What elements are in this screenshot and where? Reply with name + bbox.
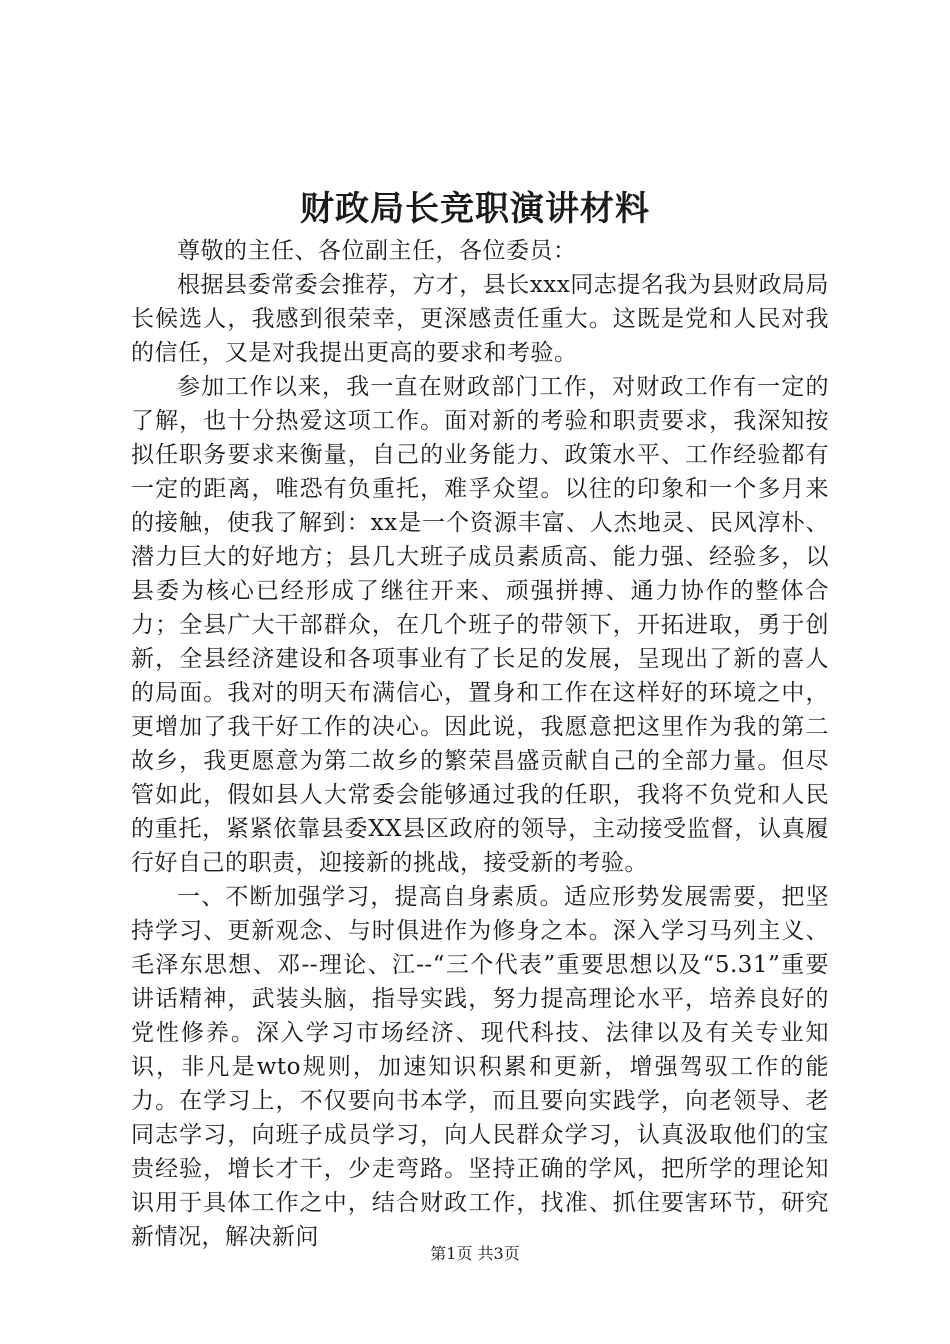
body-paragraph-2: 参加工作以来，我一直在财政部门工作，对财政工作有一定的了解，也十分热爱这项工作。面对新的考验和职责要求，我深知按拟任职务要求来衡量，自己的业务能力、政策水平、工作经验都有一定的距离，唯恐有负重托，难孚众望。以往的印象和一个多月来的接触，使我了解到：xx是一个资源丰富、人杰地灵、民风淳朴、潜力巨大的好地方；县几大班子成员素质高、能力强、经验多，以县委为核心已经形成了继往开来、顽强拼搏、通力协作的整体合力；全县广大干部群众，在几个班子的带领下，开拓进取，勇于创新，全县经济建设和各项事业有了长足的发展，呈现出了新的喜人的局面。我对的明天布满信心，置身和工作在这样好的环境之中，更增加了我干好工作的决心。因此说，我愿意把这里作为我的第二故乡，我更愿意为第二故乡的繁荣昌盛贡献自己的全部力量。但尽管如此，假如县人大常委会能够通过我的任职，我将不负党和人民的重托，紧紧依靠县委XX县区政府的领导，主动接受监督，认真履行好自己的职责，迎接新的挑战，接受新的考验。	[131, 374, 829, 876]
document-title: 财政局长竞职演讲材料	[300, 189, 650, 229]
document-body	[131, 234, 829, 1254]
body-paragraph-1: 根据县委常委会推荐，方才，县长xxx同志提名我为县财政局局长候选人，我感到很荣幸，更深感责任重大。这既是党和人民对我的信任，又是对我提出更高的要求和考验。	[131, 272, 829, 366]
page-footer: 第1页 共3页	[430, 1244, 520, 1263]
salutation-paragraph: 尊敬的主任、各位副主任，各位委员：	[177, 238, 577, 264]
body-paragraph-3: 一、不断加强学习，提高自身素质。适应形势发展需要，把坚持学习、更新观念、与时俱进作为修身之本。深入学习马列主义、毛泽东思想、邓--理论、江--“三个代表”重要思想以及“5.31”重要讲话精神，武装头脑，指导实践，努力提高理论水平，培养良好的党性修养。深入学习市场经济、现代科技、法律以及有关专业知识，非凡是wto规则，加速知识积累和更新，增强驾驭工作的能力。在学习上，不仅要向书本学，而且要向实践学，向老领导、老同志学习，向班子成员学习，向人民群众学习，认真汲取他们的宝贵经验，增长才干，少走弯路。坚持正确的学风，把所学的理论知识用于具体工作之中，结合财政工作，找准、抓住要害环节，研究新情况，解决新问	[131, 884, 829, 1250]
